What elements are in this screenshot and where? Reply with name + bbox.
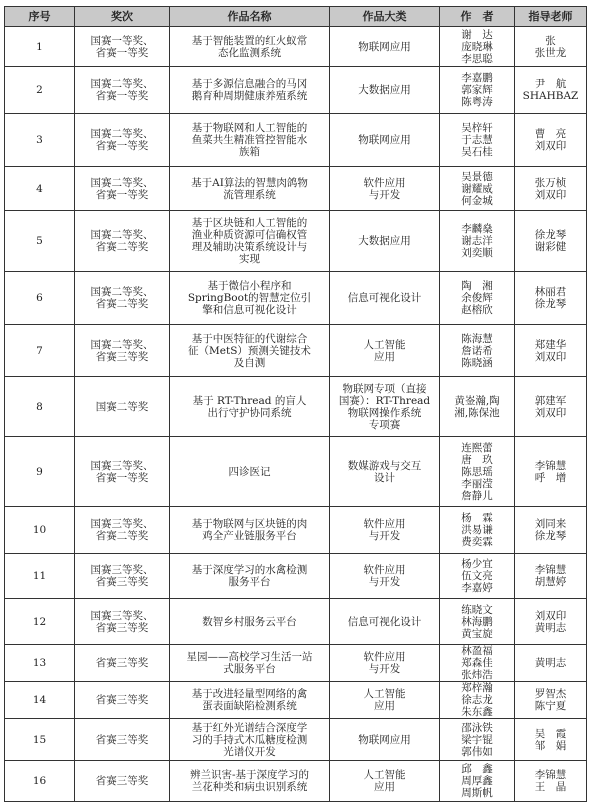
cell-name: 基于AI算法的智慧肉鸽物 流管理系统 [170, 167, 330, 211]
cell-teachers: 林丽君 徐龙琴 [515, 272, 587, 325]
cell-members: 林盈福 郑森佳 张炜浩 [440, 645, 515, 682]
cell-no: 5 [5, 211, 75, 272]
cell-no: 4 [5, 167, 75, 211]
awards-table [4, 6, 587, 802]
cell-teachers: 李锦慧 胡慧婷 [515, 554, 587, 599]
cell-name: 基于智能装置的红火蚁常 态化监测系统 [170, 27, 330, 67]
cell-category: 大数据应用 [330, 67, 440, 114]
cell-members: 郑梓瀚 徐志龙 朱东鑫 [440, 682, 515, 719]
cell-members: 李嘉鹏 郭家辉 陈粤涛 [440, 67, 515, 114]
cell-teachers: 郭建军 刘双印 [515, 377, 587, 437]
cell-members: 邱 鑫 周厚鑫 周斯帆 [440, 761, 515, 802]
cell-no: 3 [5, 114, 75, 167]
table-row [5, 437, 587, 507]
cell-no: 8 [5, 377, 75, 437]
cell-teachers: 尹 航 SHAHBAZ [515, 67, 587, 114]
cell-members: 陈海慧 詹诺希 陈晓涵 [440, 325, 515, 377]
cell-no: 13 [5, 645, 75, 682]
cell-category: 物联网专项（直接 国赛）：RT-Thread 物联网操作系统 专项赛 [330, 377, 440, 437]
cell-teachers: 徐龙琴 谢彩健 [515, 211, 587, 272]
header-members: 作 者 [440, 7, 515, 27]
cell-members: 陶 湘 余俊辉 赵榕欣 [440, 272, 515, 325]
cell-category: 软件应用 与开发 [330, 554, 440, 599]
cell-teachers: 刘双印 黄明志 [515, 599, 587, 645]
cell-name: 基于物联网和人工智能的 鱼菜共生精准管控智能水 族箱 [170, 114, 330, 167]
cell-name: 基于改进轻量型网络的禽 蛋表面缺陷检测系统 [170, 682, 330, 719]
cell-name: 基于区块链和人工智能的 渔业种质资源可信确权管 理及辅助决策系统设计与 实现 [170, 211, 330, 272]
cell-category: 人工智能 应用 [330, 682, 440, 719]
cell-members: 邵泳铁 梁宇锟 郭伟如 [440, 719, 515, 761]
cell-category: 软件应用 与开发 [330, 645, 440, 682]
cell-award: 国赛一等奖、 省赛一等奖 [75, 27, 170, 67]
table-row [5, 67, 587, 114]
table-row [5, 114, 587, 167]
cell-members: 杨 霖 洪易谦 费奕霖 [440, 507, 515, 554]
cell-teachers: 李锦慧 呼 增 [515, 437, 587, 507]
cell-members: 黄崟瀚,陶 湘,陈保池 [440, 377, 515, 437]
cell-teachers: 李锦慧 王 晶 [515, 761, 587, 802]
cell-name: 四诊医记 [170, 437, 330, 507]
cell-members: 连熙蕾 唐 玖 陈思瑶 李丽滢 詹静儿 [440, 437, 515, 507]
cell-award: 省赛三等奖 [75, 645, 170, 682]
cell-name: 基于物联网与区块链的肉 鸡全产业链服务平台 [170, 507, 330, 554]
cell-award: 国赛二等奖、 省赛二等奖 [75, 211, 170, 272]
cell-category: 信息可视化设计 [330, 272, 440, 325]
table-row [5, 211, 587, 272]
cell-category: 大数据应用 [330, 211, 440, 272]
cell-teachers: 黄明志 [515, 645, 587, 682]
cell-award: 国赛二等奖、 省赛一等奖 [75, 167, 170, 211]
header-row [5, 7, 587, 27]
table-row [5, 507, 587, 554]
cell-members: 杨少宜 伍文亮 李嘉婷 [440, 554, 515, 599]
cell-category: 软件应用 与开发 [330, 167, 440, 211]
cell-no: 10 [5, 507, 75, 554]
table-row [5, 554, 587, 599]
cell-award: 国赛二等奖、 省赛三等奖 [75, 325, 170, 377]
cell-teachers: 罗智杰 陈宁夏 [515, 682, 587, 719]
cell-category: 数媒游戏与交互 设计 [330, 437, 440, 507]
cell-no: 11 [5, 554, 75, 599]
cell-teachers: 刘同来 徐龙琴 [515, 507, 587, 554]
cell-category: 物联网应用 [330, 27, 440, 67]
table-row [5, 325, 587, 377]
cell-award: 国赛二等奖 [75, 377, 170, 437]
cell-name: 辨兰识害-基于深度学习的 兰花种类和病虫识别系统 [170, 761, 330, 802]
header-no: 序号 [5, 7, 75, 27]
table-row [5, 27, 587, 67]
cell-award: 国赛三等奖、 省赛二等奖 [75, 507, 170, 554]
table-row [5, 645, 587, 682]
cell-no: 16 [5, 761, 75, 802]
cell-award: 国赛二等奖、 省赛一等奖 [75, 114, 170, 167]
table-row [5, 761, 587, 802]
cell-award: 国赛三等奖、 省赛三等奖 [75, 599, 170, 645]
cell-no: 9 [5, 437, 75, 507]
cell-teachers: 张 张世龙 [515, 27, 587, 67]
cell-award: 国赛三等奖、 省赛三等奖 [75, 554, 170, 599]
cell-no: 2 [5, 67, 75, 114]
cell-members: 谢 达 庞晓琳 李思聪 [440, 27, 515, 67]
cell-category: 物联网应用 [330, 719, 440, 761]
header-teachers: 指导老师 [515, 7, 587, 27]
cell-teachers: 曹 亮 刘双印 [515, 114, 587, 167]
cell-teachers: 郑建华 刘双印 [515, 325, 587, 377]
table-row [5, 272, 587, 325]
cell-award: 国赛二等奖、 省赛二等奖 [75, 272, 170, 325]
cell-name: 基于中医特征的代谢综合 征（MetS）预测关键技术 及自测 [170, 325, 330, 377]
cell-teachers: 张万桢 刘双印 [515, 167, 587, 211]
cell-members: 吴景德 谢耀威 何金城 [440, 167, 515, 211]
cell-no: 14 [5, 682, 75, 719]
header-award: 奖次 [75, 7, 170, 27]
cell-no: 6 [5, 272, 75, 325]
table-row [5, 719, 587, 761]
cell-members: 李麟燊 谢志洋 刘奕顺 [440, 211, 515, 272]
header-name: 作品名称 [170, 7, 330, 27]
cell-category: 人工智能 应用 [330, 325, 440, 377]
cell-name: 基于红外光谱结合深度学 习的手持式木瓜糖度检测 光谱仪开发 [170, 719, 330, 761]
cell-category: 物联网应用 [330, 114, 440, 167]
cell-category: 人工智能 应用 [330, 761, 440, 802]
cell-no: 12 [5, 599, 75, 645]
cell-award: 省赛三等奖 [75, 682, 170, 719]
cell-category: 信息可视化设计 [330, 599, 440, 645]
cell-no: 1 [5, 27, 75, 67]
cell-members: 练晓文 林海鹏 黄宝旋 [440, 599, 515, 645]
cell-award: 国赛三等奖、 省赛一等奖 [75, 437, 170, 507]
cell-category: 软件应用 与开发 [330, 507, 440, 554]
cell-award: 国赛二等奖、 省赛一等奖 [75, 67, 170, 114]
cell-name: 基于微信小程序和 SpringBoot的智慧定位引 擎和信息可视化设计 [170, 272, 330, 325]
table-row [5, 682, 587, 719]
cell-name: 星园——高校学习生活一站 式服务平台 [170, 645, 330, 682]
cell-name: 数智乡村服务云平台 [170, 599, 330, 645]
cell-award: 省赛三等奖 [75, 719, 170, 761]
table-row [5, 599, 587, 645]
table-row [5, 377, 587, 437]
cell-name: 基于深度学习的水禽检测 服务平台 [170, 554, 330, 599]
table-row [5, 167, 587, 211]
cell-award: 省赛三等奖 [75, 761, 170, 802]
cell-members: 吴梓轩 于志慧 吴石桂 [440, 114, 515, 167]
header-category: 作品大类 [330, 7, 440, 27]
cell-teachers: 吴 霞 邹 娟 [515, 719, 587, 761]
cell-name: 基于 RT-Thread 的盲人 出行守护协同系统 [170, 377, 330, 437]
cell-no: 7 [5, 325, 75, 377]
cell-name: 基于多源信息融合的马冈 鹅育种周期健康养殖系统 [170, 67, 330, 114]
cell-no: 15 [5, 719, 75, 761]
